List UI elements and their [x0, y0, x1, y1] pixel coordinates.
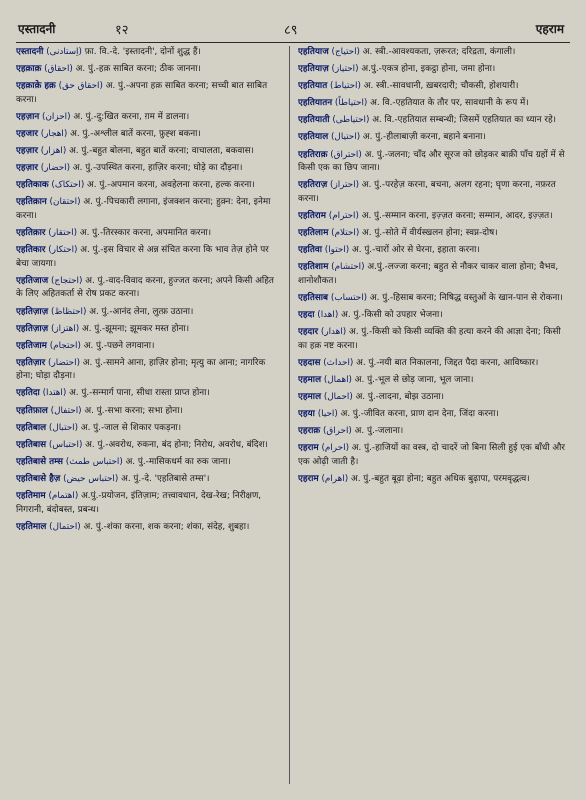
entry-headword: एहतिजाम: [16, 340, 47, 351]
entry-headword: एहज़ार: [16, 163, 38, 174]
entry-headword: एहतिक़ार: [16, 228, 46, 239]
entry-definition: अ. स्त्री.-आवश्यकता, ज़रूरत; दरिद्रता, कंगाली।: [362, 47, 516, 57]
entry-urdu-spelling: (احضار): [40, 163, 71, 174]
dictionary-entry: [298, 374, 572, 388]
entry-definition: अ. पुं.-भूल से छोड़ जाना, भूल जाना।: [354, 374, 474, 385]
entry-definition: अ. पुं.-बहुत बोलना, बहुत बातें करना; वाचालता, बकवास।: [69, 146, 254, 157]
entry-headword: एहतिक़ान: [16, 197, 47, 208]
dictionary-entry: [298, 149, 572, 176]
entry-definition: अ.पुं.-लज्जा करना; बहुत से नौकर चाकर वाला होना; वैभव, शानोशौकत।: [298, 262, 559, 286]
entry-headword: एहतिबासे तम्स: [16, 456, 63, 467]
entry-definition: अ. पुं.-इस विचार से अन्न संचित करना कि भाव तेज़ होने पर बेचा जायगा।: [16, 245, 269, 269]
entry-headword: एहतियाज: [298, 47, 329, 57]
entry-definition: अ. पुं.-जलाना।: [354, 426, 404, 437]
dictionary-entry: [16, 128, 283, 142]
entry-definition: अ. पुं.-अवरोध, रुकना, बंद होना; निरोध, अवरोध, बंदिश।: [85, 439, 268, 450]
entry-urdu-spelling: (احتراق): [330, 149, 362, 160]
entry-headword: एहराम: [298, 443, 319, 454]
dictionary-entry: [16, 179, 283, 193]
entry-definition: अ. पुं.-लादना, बोझ उठाना।: [355, 391, 444, 402]
entry-definition: अ. पुं.-शंका करना, शक करना; शंका, संदेह, शुबहा।: [83, 521, 250, 532]
entry-headword: एहतिकाक: [16, 180, 49, 191]
entry-definition: अ.पुं.-एकत्र होना, इकट्ठा होना, जमा होना।: [361, 64, 496, 75]
entry-definition: अ. पुं.-सोते में वीर्यस्खलन होना; स्वप्न-दोष।: [362, 228, 498, 239]
dictionary-entry: [16, 387, 283, 401]
dictionary-entry: [16, 306, 283, 320]
entry-headword: एहतियातन: [298, 98, 333, 109]
entry-headword: एहतियाती: [298, 115, 330, 126]
entry-urdu-spelling: (احتمال): [49, 521, 81, 532]
dictionary-entry: [16, 490, 283, 517]
entry-urdu-spelling: (احداث): [323, 357, 354, 368]
entry-headword: एहतिज़ाज़: [16, 323, 49, 334]
entry-urdu-spelling: (احتیال): [330, 132, 361, 143]
entry-urdu-spelling: (احتساب): [330, 292, 368, 303]
entry-definition: अ. पुं.-हिसाब करना; निषिद्ध वस्तुओं के खान-पान से रोकना।: [369, 292, 563, 303]
entry-urdu-spelling: (احتباس): [48, 439, 83, 450]
entry-urdu-spelling: (احتیاطاً): [334, 98, 368, 109]
dictionary-entry: [16, 145, 283, 159]
entry-definition: अ. पुं.-अपमान करना, अवहेलना करना, हल्क करना।: [87, 180, 255, 191]
entry-definition: अ. वि.-एहतियात के तौर पर, सावधानी के रूप में।: [370, 98, 529, 109]
dictionary-entry: [16, 275, 283, 302]
entry-urdu-spelling: (احتیاج): [331, 47, 360, 57]
entry-headword: एहतिदा: [16, 388, 40, 399]
entry-urdu-spelling: (اھدار): [320, 327, 347, 338]
entry-definition: अ. पुं.-किसी को उपहार भेजना।: [341, 310, 443, 320]
entry-definition: अ. स्त्री.-सावधानी, ख़बरदारी; चौकसी, होशयारी।: [363, 81, 519, 92]
dictionary-entry: [16, 80, 283, 107]
dictionary-entry: [298, 292, 572, 306]
header-rule: [16, 42, 570, 43]
left-page-number: १२: [115, 23, 129, 38]
left-guide-word: एस्तादनी: [18, 22, 56, 36]
dictionary-entry: [298, 114, 572, 128]
entry-headword: एहतिमाम: [16, 491, 46, 502]
entry-definition: अ.पुं.-प्रयोजन, इंतिज़ाम; तत्त्वावधान, देख-रेख; निरीक्षण, निगरानी, बंदोबस्त, प्रबन्ध।: [16, 491, 262, 515]
entry-definition: अ. पुं.-जलना; चाँद और सूरज को छोड़कर बाक़ी पाँच ग्रहों में से किसी एक का छिप जाना।: [298, 149, 565, 174]
dictionary-entry: [298, 80, 572, 94]
entry-definition: अ. पुं.-हीलाबाज़ी करना, बहाने बनाना।: [362, 132, 486, 143]
entry-headword: एहदा: [298, 310, 315, 320]
entry-definition: अ. पुं.-जाल से शिकार पकड़ना।: [80, 422, 182, 433]
entry-headword: एहतियाल: [298, 132, 329, 143]
dictionary-entry: [16, 422, 283, 436]
entry-headword: एहतिराज़: [298, 180, 328, 191]
dictionary-entry: [16, 473, 283, 487]
entry-urdu-spelling: (احتلام): [331, 228, 360, 239]
entry-urdu-spelling: (احقاق): [44, 64, 73, 75]
entry-definition: अ. पुं.-बहुत बूढ़ा होना; बहुत अधिक बुढ़ापा, परमवृद्धत्व।: [350, 473, 530, 484]
entry-headword: एहतिफ़ाल: [16, 405, 48, 416]
dictionary-entry: [298, 442, 572, 469]
entry-definition: अ. पुं.-दे. 'एहतिबासे तम्स'।: [121, 473, 210, 484]
entry-definition: अ. पुं.-सन्मार्ग पाना, सीधा रास्ता प्राप्त होना।: [69, 388, 210, 399]
entry-urdu-spelling: (اھمال): [323, 374, 352, 385]
entry-definition: अ. पुं.-सभा करना; सभा होना।: [84, 405, 183, 416]
dictionary-entry: [16, 323, 283, 337]
entry-headword: एहदास: [298, 357, 321, 368]
entry-urdu-spelling: (اھتزاز): [50, 323, 80, 334]
entry-urdu-spelling: (احتکار): [48, 245, 78, 256]
entry-headword: एहया: [298, 409, 315, 420]
entry-definition: अ. पुं.-दु:खित करना, ग़म में डालना।: [73, 111, 190, 122]
dictionary-entry: [16, 46, 283, 60]
dictionary-entry: [16, 196, 283, 223]
dictionary-entry: [16, 244, 283, 271]
dictionary-entry: [16, 162, 283, 176]
entry-urdu-spelling: (احتجاج): [50, 275, 83, 286]
entry-definition: अ. पुं.-सम्मान करना, इज़्ज़त करना; सम्मान, आदर, इज़्ज़त।: [361, 210, 553, 221]
dictionary-entry: [16, 357, 283, 384]
entry-headword: एहतिज़ाज़: [16, 306, 49, 317]
entry-definition: अ. पुं.-परहेज़ करना, बचना, अलग रहना; घृणा करना, नफ़रत करना।: [298, 180, 556, 204]
dictionary-entry: [16, 111, 283, 125]
entry-headword: एहराम: [298, 473, 319, 484]
entry-urdu-spelling: (احتبال): [48, 422, 79, 433]
entry-definition: अ. पुं.-अश्लील बातें करना, फ़ुह्श बकना।: [70, 128, 201, 139]
entry-urdu-spelling: (اھرام): [321, 473, 349, 484]
entry-definition: अ. पुं.-किसी को किसी व्यक्ति की हत्या करने की आज्ञा देना; किसी का हक़ नष्ट करना।: [298, 327, 561, 351]
entry-headword: एहक़ाक़: [16, 64, 42, 75]
entry-headword: एहज़ान: [16, 111, 40, 122]
entry-urdu-spelling: (اھتمام): [48, 491, 79, 502]
dictionary-entry: [298, 473, 572, 487]
entry-headword: एहतिसाब: [298, 292, 329, 303]
dictionary-entry: [298, 227, 572, 241]
entry-urdu-spelling: (احتکاک): [51, 180, 85, 191]
dictionary-entry: [298, 309, 572, 323]
dictionary-entry: [298, 131, 572, 145]
entry-urdu-spelling: (اھزار): [40, 146, 67, 157]
dictionary-entry: [298, 357, 572, 371]
entry-definition: अ. वि.-एहतियात सम्बन्धी; जिसमें एहतियात का ध्यान रहे।: [372, 115, 557, 126]
entry-definition: अ. पुं.-आनंद लेना, लुत्फ़ उठाना।: [89, 306, 194, 317]
entry-definition: अ. पुं.-उपस्थित करना, हाज़िर करना; घोड़े का दौड़ना।: [72, 163, 243, 174]
entry-urdu-spelling: (اھتدا): [42, 388, 67, 399]
entry-urdu-spelling: (اھدا): [317, 310, 339, 320]
page-header: [0, 0, 586, 46]
entry-headword: एस्तादनी: [16, 47, 44, 57]
entry-urdu-spelling: (احتقان): [49, 197, 81, 208]
column-divider: [289, 46, 290, 784]
entry-headword: एहतिमाल: [16, 521, 47, 532]
dictionary-entry: [16, 405, 283, 419]
entry-urdu-spelling: (احراق): [322, 426, 352, 437]
entry-definition: अ. पुं.-अपना हक़ साबित करना; सच्ची बात साबित करना।: [16, 81, 268, 105]
entry-urdu-spelling: (احتشام): [331, 262, 365, 273]
entry-definition: अ. पुं.-नयी बात निकालना, जिद्दत पैदा करना, आविष्कार।: [356, 357, 539, 368]
dictionary-entry: [298, 46, 572, 60]
entry-definition: अ. पुं.-पिचकारी लगाना, इंजक्शन करना; हुक़्न: देना, इनेमा करना।: [16, 197, 271, 221]
entry-urdu-spelling: (احزان): [42, 111, 71, 122]
entry-urdu-spelling: (احتقار): [48, 228, 78, 239]
entry-definition: अ. पुं.-तिरस्कार करना, अपमानित करना।: [79, 228, 212, 239]
dictionary-entry: [16, 456, 283, 470]
dictionary-entry: [298, 261, 572, 288]
entry-headword: एहतिराम: [298, 210, 326, 221]
entry-urdu-spelling: (احتیاز): [331, 64, 359, 75]
entry-urdu-spelling: (احتوا): [324, 245, 350, 256]
entry-definition: अ. पुं.-हक़ साबित करना; ठीक जानना।: [75, 64, 201, 75]
dictionary-entry: [16, 439, 283, 453]
entry-urdu-spelling: (احتضار): [48, 357, 80, 368]
dictionary-entry: [16, 63, 283, 77]
right-guide-word: एहराम: [535, 22, 564, 36]
dictionary-entry: [298, 425, 572, 439]
entry-headword: एहतिवा: [298, 245, 322, 256]
dictionary-entry: [16, 340, 283, 354]
left-column: [16, 46, 283, 786]
entry-urdu-spelling: (احتفال): [50, 405, 82, 416]
entry-definition: अ. पुं.-हाजियों का वस्त्र, दो चादरें जो बिना सिली हुई एक बाँधी और एक ओढ़ी जाती है।: [298, 443, 565, 467]
entry-headword: एहतिराक़: [298, 149, 328, 160]
entry-headword: एहतिबास: [16, 439, 47, 450]
entry-headword: एहराक़: [298, 426, 321, 437]
entry-definition: अ. पुं.-जीवित करना, प्राण दान देना, जिंदा करना।: [340, 409, 499, 420]
entry-headword: एहतिजाज: [16, 275, 49, 286]
entry-urdu-spelling: (احترام): [328, 210, 359, 221]
entry-urdu-spelling: (احیا): [317, 409, 338, 420]
entry-headword: एहतिबाल: [16, 422, 47, 433]
entry-headword: एहतियात: [298, 81, 328, 92]
entry-urdu-spelling: (احتباس طمث): [65, 456, 123, 467]
entry-headword: एहतिलाम: [298, 228, 329, 239]
dictionary-entry: [298, 391, 572, 405]
entry-urdu-spelling: (اھجار): [40, 128, 68, 139]
entry-urdu-spelling: (احتیاط): [330, 81, 361, 92]
dictionary-entry: [16, 227, 283, 241]
dictionary-entry: [16, 521, 283, 535]
entry-urdu-spelling: (احتراز): [330, 180, 359, 191]
entry-urdu-spelling: (احرام): [321, 443, 349, 454]
entry-headword: एहतिज़ार: [16, 357, 46, 368]
entry-headword: एहतिकार: [16, 245, 46, 256]
entry-definition: फ़ा. वि.-दे. 'इस्तादनी', दोनों शुद्ध हैं।: [84, 47, 201, 57]
entry-headword: एहजार: [16, 128, 38, 139]
center-page-number: ८९: [284, 23, 298, 38]
entry-definition: अ. पुं.-सामने आना, हाज़िर होना; मृत्यु का आना; नागरिक होना; घोड़ा दौड़ना।: [16, 357, 266, 382]
dictionary-entry: [298, 244, 572, 258]
entry-urdu-spelling: (احتجام): [49, 340, 81, 351]
entry-headword: एहतियाज़: [298, 64, 329, 75]
dictionary-entry: [298, 179, 572, 206]
dictionary-entry: [298, 210, 572, 224]
dictionary-entry: [298, 63, 572, 77]
entry-headword: एहमाल: [298, 374, 322, 385]
entry-headword: एहज़ार: [16, 146, 38, 157]
entry-headword: एहदार: [298, 327, 319, 338]
entry-urdu-spelling: (احتظاظ): [50, 306, 87, 317]
entry-headword: एहक़ाक़े हक़: [16, 81, 56, 92]
entry-urdu-spelling: (اِستادنی): [46, 47, 82, 57]
right-column: [298, 46, 572, 786]
entry-definition: अ. पुं.-मासिकधर्म का रुक जाना।: [125, 456, 231, 467]
dictionary-entry: [298, 408, 572, 422]
dictionary-entry: [298, 97, 572, 111]
entry-definition: अ. पुं.-झूमना; झूमकर मस्त होना।: [81, 323, 190, 334]
entry-urdu-spelling: (احتیاطی): [332, 115, 370, 126]
entry-urdu-spelling: (احقاق حق): [58, 81, 103, 92]
entry-headword: एहतिशाम: [298, 262, 329, 273]
entry-headword: एहतिबासे हैज़: [16, 473, 61, 484]
dictionary-entry: [298, 326, 572, 353]
entry-definition: अ. पुं.-वाद-विवाद करना, हुज्जत करना; अपने किसी अहित के लिए अहितकर्ता से रोष प्रकट करना।: [16, 275, 274, 300]
entry-headword: एहमाल: [298, 391, 322, 402]
entry-urdu-spelling: (احمال): [323, 391, 353, 402]
entry-urdu-spelling: (احتباس حیض): [63, 473, 119, 484]
entry-definition: अ. पुं.-पछने लगवाना।: [83, 340, 155, 351]
entry-definition: अ. पुं.-चारों ओर से घेरना, इहाता करना।: [352, 245, 480, 256]
